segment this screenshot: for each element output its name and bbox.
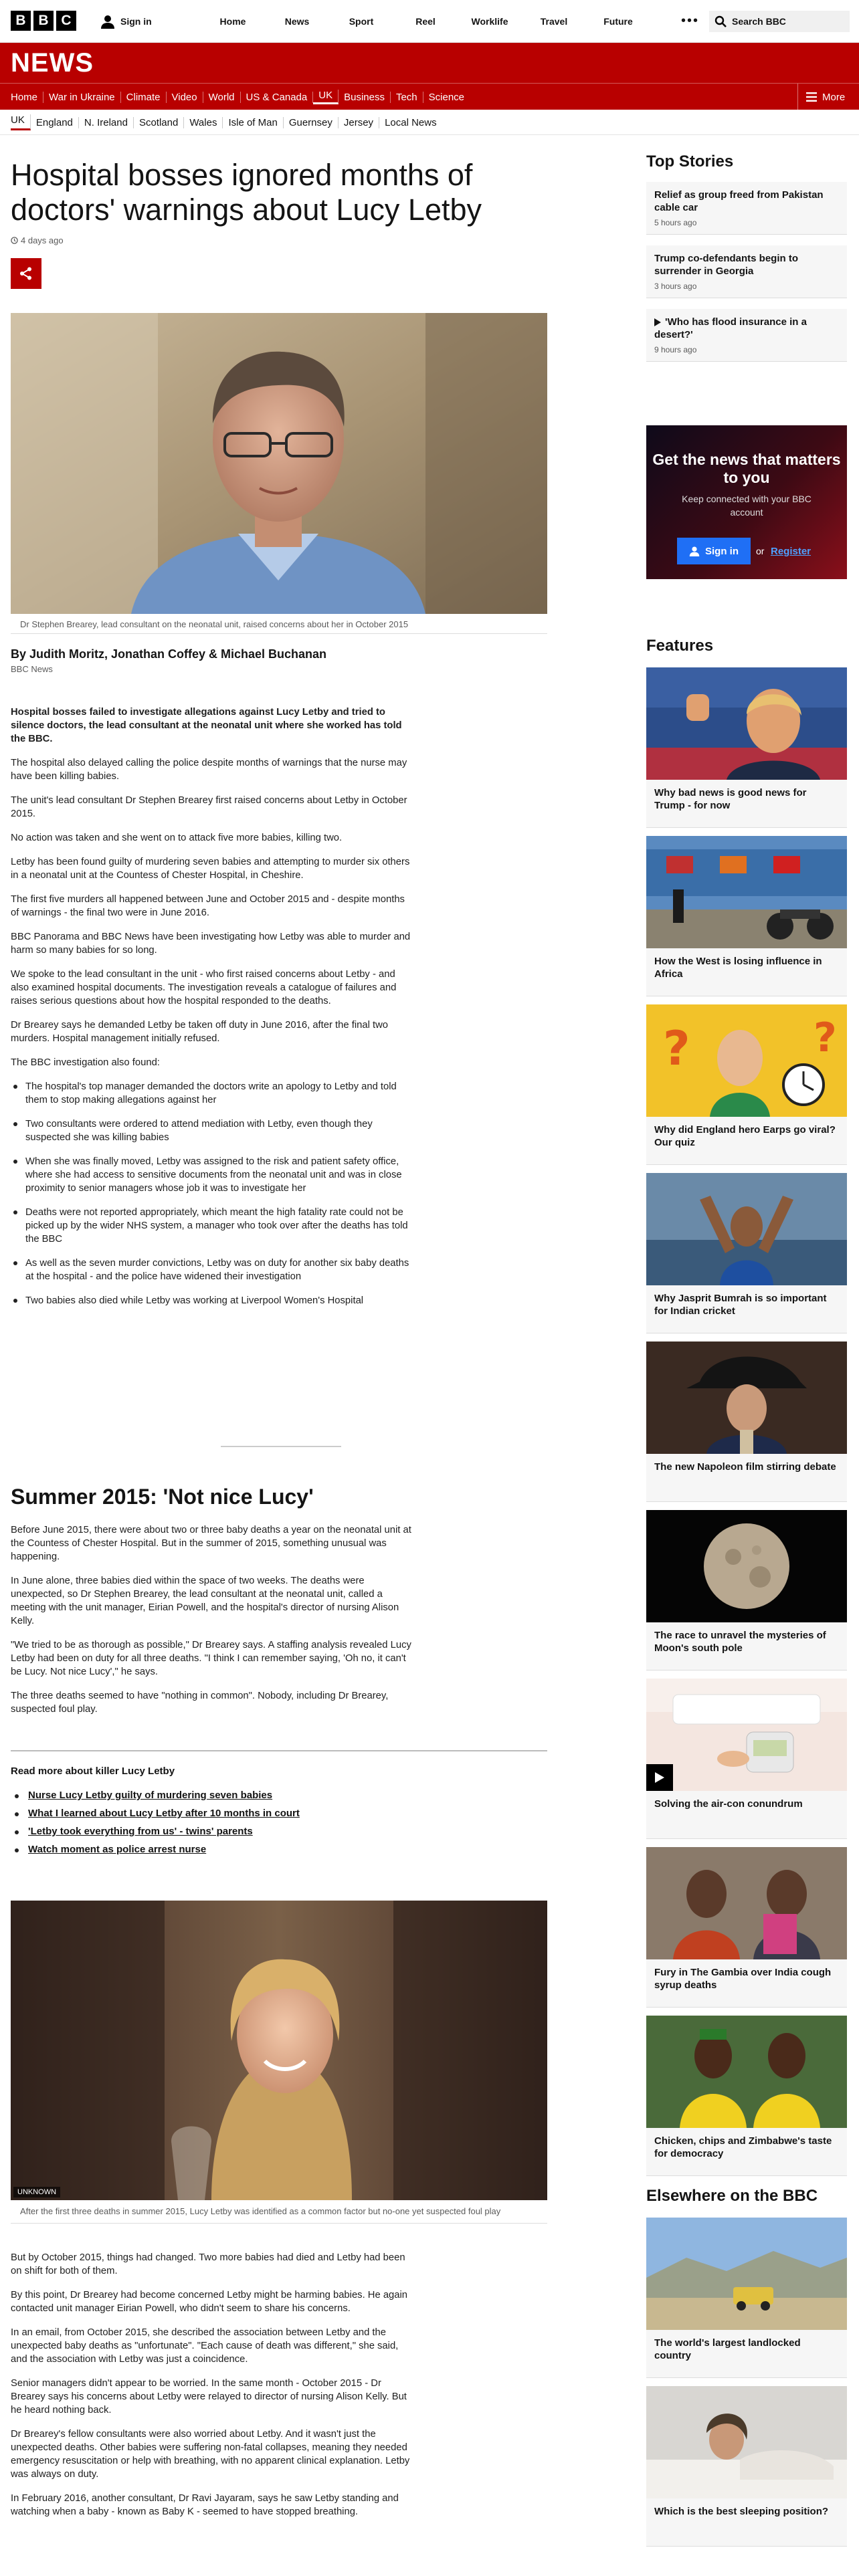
elsewhere-card-title: The world's largest landlocked country	[654, 2337, 801, 2361]
feature-title: Why bad news is good news for Trump - for now	[654, 787, 807, 811]
news-nav-world[interactable]: World	[203, 92, 241, 103]
feature-title: Why Jasprit Bumrah is so important for Indian cricket	[654, 1293, 827, 1317]
elsewhere-list	[646, 2218, 847, 2555]
article-timestamp	[11, 235, 64, 245]
top-stories-list	[646, 182, 847, 372]
global-header	[0, 0, 859, 43]
feature-image	[646, 1341, 847, 1454]
hero-photo-illustration	[11, 313, 547, 614]
paragraph: The BBC investigation also found:	[11, 1057, 160, 1068]
promo-or: or	[756, 546, 765, 556]
timestamp-text: 4 days ago	[21, 235, 64, 245]
feature-card[interactable]	[646, 1173, 847, 1333]
feature-image	[646, 667, 847, 780]
subnav-uk[interactable]: UK	[11, 114, 31, 130]
feature-title: The new Napoleon film stirring debate	[654, 1461, 836, 1473]
subnav-wales[interactable]: Wales	[184, 117, 223, 128]
play-icon	[655, 1772, 664, 1783]
news-nav-us-canada[interactable]: US & Canada	[241, 92, 314, 103]
top-story-card[interactable]	[646, 182, 847, 235]
read-more-list	[11, 1790, 300, 1862]
read-more-divider	[11, 1750, 547, 1751]
logo-letter: B	[11, 11, 31, 31]
paragraph: We spoke to the lead consultant in the unit - who first raised concerns about Letby - and also examined hospital documents. The investigation reveals a catalogue of failures and raises serious questions about how the hospital responded to the deaths.	[11, 969, 397, 1006]
top-story-age: 5 hours ago	[654, 218, 697, 227]
feature-card[interactable]	[646, 667, 847, 828]
news-nav-war-in-ukraine[interactable]: War in Ukraine	[43, 92, 121, 103]
feature-title: Chicken, chips and Zimbabwe's taste for democracy	[654, 2135, 832, 2159]
section-divider	[221, 1446, 341, 1447]
photo-caption: After the first three deaths in summer 2015, Lucy Letby was identified as a common factor but no-one yet suspected foul play	[11, 2202, 547, 2224]
global-nav-worklife[interactable]: Worklife	[471, 16, 508, 27]
findings-item: Two consultants were ordered to attend mediation with Letby, even though they suspected she was killing babies	[11, 1117, 413, 1144]
more-menu-button[interactable]: •••	[681, 13, 700, 28]
news-nav-science[interactable]: Science	[428, 91, 465, 103]
feature-title: Solving the air-con conundrum	[654, 1798, 803, 1810]
global-nav-sport[interactable]: Sport	[349, 16, 374, 27]
subnav-scotland[interactable]: Scotland	[134, 117, 184, 128]
global-nav-travel[interactable]: Travel	[540, 16, 568, 27]
top-stories-title: Top Stories	[646, 152, 734, 171]
news-nav-home[interactable]: Home	[11, 92, 43, 103]
account-promo	[646, 425, 847, 579]
top-story-card[interactable]	[646, 245, 847, 298]
signin-label: Sign in	[120, 16, 152, 27]
paragraph: Letby has been found guilty of murdering seven babies and attempting to murder six others in a neonatal unit at the Countess of Chester Hospital, in Cheshire.	[11, 857, 410, 881]
promo-register-link[interactable]: Register	[771, 546, 812, 557]
news-nav-video[interactable]: Video	[167, 92, 203, 103]
article-lead: Hospital bosses failed to investigate allegations against Lucy Letby and tried to silence doctors, the lead consultant at the neonatal unit where she worked has told the BBC.	[11, 707, 402, 744]
paragraph: BBC Panorama and BBC News have been investigating how Letby was able to murder and harm so many babies for so long.	[11, 932, 411, 956]
article-body-section-2	[11, 1523, 413, 1727]
top-story-title: 'Who has flood insurance in a desert?'	[654, 316, 807, 340]
article-headline: Hospital bosses ignored months of doctors' warnings about Lucy Letby	[11, 158, 482, 227]
paragraph: In June alone, three babies died within the space of two weeks. The deaths were unexpected, so Dr Stephen Brearey, the lead consultant at the neonatal unit, called a meeting with the unit manager, Eirian Powell, and the hospital's director of nursing Alison Kelly.	[11, 1576, 399, 1626]
hero-caption: Dr Stephen Brearey, lead consultant on the neonatal unit, raised concerns about her in October 2015	[11, 617, 547, 634]
read-more-link[interactable]: What I learned about Lucy Letby after 10 months in court	[11, 1808, 300, 1819]
article-body-section-1	[11, 706, 413, 1318]
play-icon	[654, 318, 661, 326]
article-body-section-3	[11, 2251, 413, 2529]
uk-subnav	[0, 110, 859, 135]
global-nav-home[interactable]: Home	[219, 16, 246, 27]
findings-item: The hospital's top manager demanded the doctors write an apology to Letby and told them to stop making allegations against her	[11, 1080, 413, 1107]
feature-image	[646, 1510, 847, 1622]
subnav-isle-of-man[interactable]: Isle of Man	[223, 117, 283, 128]
features-title: Features	[646, 637, 714, 655]
byline-source: BBC News	[11, 664, 53, 674]
read-more-link[interactable]: Watch moment as police arrest nurse	[11, 1844, 300, 1855]
findings-item: As well as the seven murder convictions, Letby was on duty for another six baby deaths at the hospital - and the police have widened their investigation	[11, 1257, 413, 1283]
paragraph: The first five murders all happened between June and October 2015 and - despite months of warnings - the final two were in June 2016.	[11, 894, 405, 918]
section-subheading: Summer 2015: 'Not nice Lucy'	[11, 1485, 314, 1509]
feature-card[interactable]	[646, 2016, 847, 2176]
paragraph: Senior managers didn't appear to be worried. In the same month - October 2015 - Dr Brearey says his concerns about Letby were relayed to director of nursing Alison Kelly. But he heard nothing back.	[11, 2378, 407, 2416]
feature-image	[646, 1847, 847, 1959]
paragraph: The hospital also delayed calling the police despite months of warnings that the nurse may have been killing babies.	[11, 758, 407, 782]
byline: By Judith Moritz, Jonathan Coffey & Michael Buchanan	[11, 647, 327, 661]
feature-card[interactable]	[646, 1341, 847, 1502]
search-icon	[714, 15, 727, 27]
findings-list	[11, 1080, 413, 1307]
top-story-title: Relief as group freed from Pakistan cable car	[654, 189, 824, 213]
findings-item: When she was finally moved, Letby was assigned to the risk and patient safety office, where she had access to sensitive documents from the neonatal unit and was in close proximity to senior managers whose job it was to investigate her	[11, 1155, 413, 1195]
paragraph: Dr Brearey's fellow consultants were also worried about Letby. And it wasn't just the unexpected deaths. Other babies were suffering non-fatal collapses, meaning they needed emergency resuscitation or help with breathing, with no apparent clinical explanation. Letby was always on duty.	[11, 2429, 410, 2480]
top-story-age: 9 hours ago	[654, 345, 697, 354]
paragraph: No action was taken and she went on to attack five more babies, killing two.	[11, 833, 343, 843]
subnav-guernsey[interactable]: Guernsey	[284, 117, 339, 128]
promo-heading: Get the news that matters to you	[652, 451, 841, 486]
paragraph: Dr Brearey says he demanded Letby be taken off duty in June 2016, after the final two murders. Hospital management initially refused.	[11, 1020, 389, 1044]
feature-card[interactable]	[646, 1679, 847, 1839]
elsewhere-card-title: Which is the best sleeping position?	[654, 2506, 829, 2517]
read-more-title: Read more about killer Lucy Letby	[11, 1765, 175, 1777]
read-more-link[interactable]: 'Letby took everything from us' - twins' parents	[11, 1826, 300, 1837]
paragraph: In an email, from October 2015, she described the association between Letby and the unexpected baby deaths as "unfortunate". "Each cause of death was different," she said, and the association with Letby was just a coincidence.	[11, 2327, 399, 2365]
read-more-link[interactable]: Nurse Lucy Letby guilty of murdering seven babies	[11, 1790, 300, 1801]
feature-image	[646, 2016, 847, 2128]
signin-link[interactable]	[100, 9, 152, 33]
search-box[interactable]	[709, 11, 850, 32]
features-list	[646, 667, 847, 2184]
search-placeholder: Search BBC	[732, 16, 786, 27]
news-nav-business[interactable]: Business	[339, 92, 391, 103]
subnav-jersey[interactable]: Jersey	[339, 117, 379, 128]
logo-letter: C	[56, 11, 76, 31]
news-nav-tech[interactable]: Tech	[391, 92, 423, 103]
bbc-logo[interactable]	[11, 11, 76, 31]
news-more-button[interactable]	[797, 84, 859, 110]
share-button[interactable]	[11, 258, 41, 289]
news-more-label: More	[822, 91, 846, 103]
subnav-england[interactable]: England	[31, 117, 79, 128]
paragraph: "We tried to be as thorough as possible," Dr Brearey says. A staffing analysis revealed Lucy Letby had been on duty for all three deaths. "I think I can remember saying, 'Oh no, it can't be Lucy. Not nice Lucy'," he says.	[11, 1640, 411, 1677]
logo-letter: B	[33, 11, 54, 31]
paragraph: Before June 2015, there were about two or three baby deaths a year on the neonatal unit at the Countess of Chester Hospital. But in the summer of 2015, something unusual was happening.	[11, 1525, 411, 1562]
top-story-card[interactable]	[646, 309, 847, 362]
news-nav-uk[interactable]: UK	[313, 90, 339, 104]
share-icon	[19, 266, 33, 281]
elsewhere-image	[646, 2218, 847, 2330]
hero-image	[11, 313, 547, 614]
feature-card[interactable]	[646, 1847, 847, 2008]
paragraph: In February 2016, another consultant, Dr Ravi Jayaram, says he saw Letby standing and watching when a baby - known as Baby K - seemed to have stopped breathing.	[11, 2493, 399, 2517]
feature-image	[646, 836, 847, 948]
findings-item: Two babies also died while Letby was working at Liverpool Women's Hospital	[11, 1294, 413, 1307]
top-story-age: 3 hours ago	[654, 282, 697, 291]
subnav-n-ireland[interactable]: N. Ireland	[79, 117, 134, 128]
feature-image	[646, 1173, 847, 1285]
news-nav	[0, 83, 859, 110]
paragraph: The unit's lead consultant Dr Stephen Brearey first raised concerns about Letby in October 2015.	[11, 795, 407, 819]
feature-image	[646, 1004, 847, 1117]
promo-signin-label: Sign in	[705, 545, 739, 557]
global-nav	[201, 0, 650, 43]
feature-title: Fury in The Gambia over India cough syrup deaths	[654, 1967, 832, 1991]
user-icon	[689, 546, 700, 556]
elsewhere-card[interactable]	[646, 2218, 847, 2378]
global-nav-future[interactable]: Future	[603, 16, 633, 27]
svg-text:?: ?	[814, 1014, 837, 1061]
paragraph: The three deaths seemed to have "nothing in common". Nobody, including Dr Brearey, suspected foul play.	[11, 1691, 389, 1715]
news-wordmark[interactable]: NEWS	[11, 48, 94, 78]
findings-item: Deaths were not reported appropriately, which meant the high fatality rate could not be picked up by the wider NHS system, a manager who took over after the deaths has told the BBC	[11, 1206, 413, 1246]
elsewhere-card[interactable]	[646, 2386, 847, 2547]
global-nav-news[interactable]: News	[284, 16, 310, 27]
video-badge	[646, 1764, 673, 1791]
elsewhere-image	[646, 2386, 847, 2498]
feature-card[interactable]	[646, 1510, 847, 1671]
subnav-local-news[interactable]: Local News	[385, 116, 437, 128]
article-image-2	[11, 1901, 547, 2200]
svg-text:?: ?	[663, 1021, 690, 1076]
hamburger-icon	[806, 92, 817, 102]
feature-card[interactable]	[646, 836, 847, 996]
user-icon	[100, 14, 115, 29]
news-nav-climate[interactable]: Climate	[121, 92, 167, 103]
feature-image	[646, 1679, 847, 1791]
global-nav-reel[interactable]: Reel	[415, 16, 436, 27]
photo-credit: UNKNOWN	[13, 2187, 60, 2197]
promo-subtext: Keep connected with your BBC account	[682, 494, 812, 518]
feature-title: Why did England hero Earps go viral? Our quiz	[654, 1124, 836, 1148]
elsewhere-title: Elsewhere on the BBC	[646, 2187, 818, 2205]
feature-title: How the West is losing influence in Africa	[654, 956, 822, 980]
clock-icon	[11, 237, 18, 244]
top-story-title: Trump co-defendants begin to surrender in Georgia	[654, 253, 799, 277]
feature-card[interactable]	[646, 1004, 847, 1165]
feature-title: The race to unravel the mysteries of Moon's south pole	[654, 1630, 826, 1654]
news-banner	[0, 43, 859, 110]
promo-signin-button[interactable]	[677, 538, 751, 564]
paragraph: By this point, Dr Brearey had become concerned Letby might be harming babies. He again contacted unit manager Eirian Powell, who didn't seem to share his concerns.	[11, 2290, 408, 2314]
paragraph: But by October 2015, things had changed. Two more babies had died and Letby had been on shift for both of them.	[11, 2252, 405, 2276]
top-story-title-row	[654, 316, 839, 341]
letby-photo-illustration	[11, 1901, 547, 2200]
